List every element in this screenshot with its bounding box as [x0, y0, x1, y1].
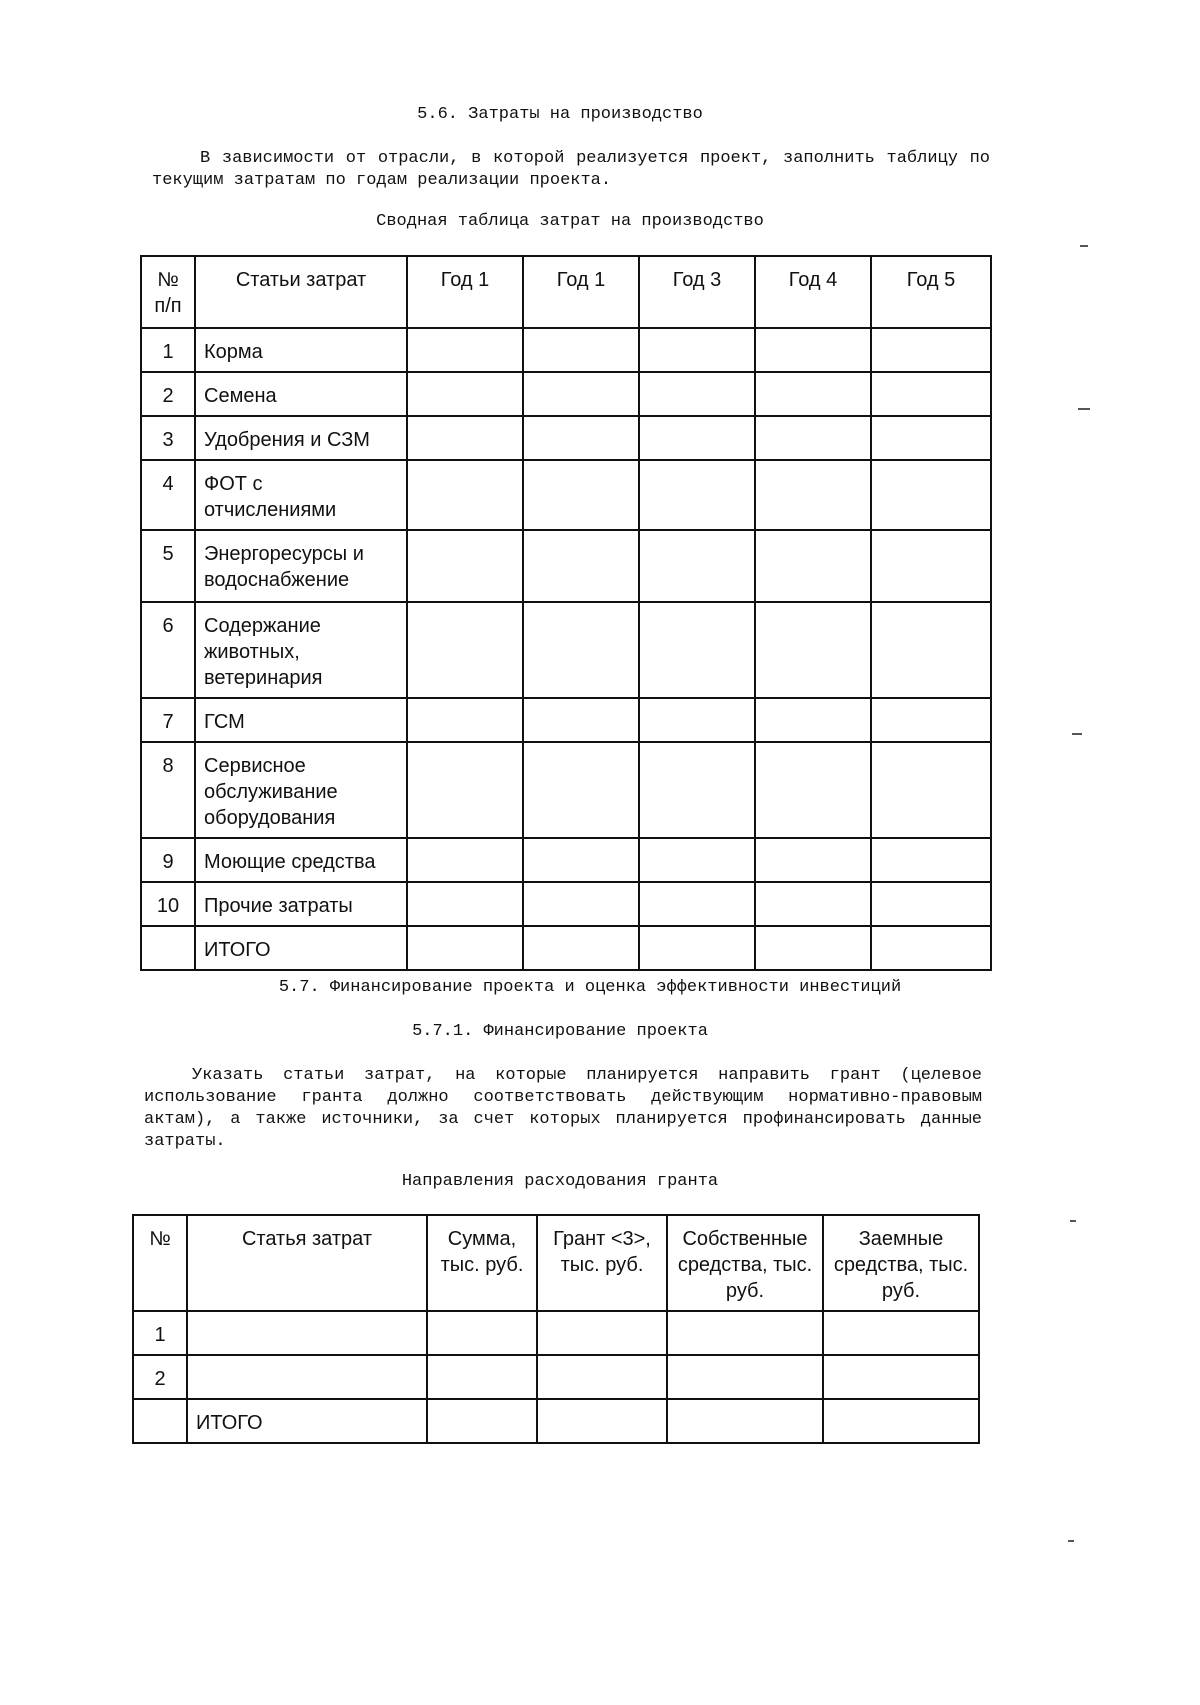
- table-row: [141, 416, 991, 460]
- amount-cell[interactable]: [427, 1311, 537, 1355]
- year-cell[interactable]: [871, 698, 991, 742]
- year-cell[interactable]: [407, 328, 523, 372]
- year-cell[interactable]: [639, 460, 755, 530]
- row-number: 1: [133, 1311, 187, 1355]
- table-row: [133, 1355, 979, 1399]
- header-own-funds: Собственные средства, тыс. руб.: [667, 1215, 823, 1311]
- table-row: [141, 530, 991, 602]
- year-cell[interactable]: [523, 926, 639, 970]
- year-cell[interactable]: [755, 926, 871, 970]
- year-cell[interactable]: [755, 882, 871, 926]
- year-cell[interactable]: [523, 328, 639, 372]
- year-cell[interactable]: [871, 460, 991, 530]
- row-cost-item: Энергоресурсы и водоснабжение: [195, 530, 407, 602]
- year-cell[interactable]: [871, 328, 991, 372]
- row-cost-item[interactable]: [187, 1355, 427, 1399]
- table-row: [141, 328, 991, 372]
- row-cost-item-total: ИТОГО: [195, 926, 407, 970]
- row-number: 6: [141, 602, 195, 698]
- year-cell[interactable]: [407, 742, 523, 838]
- year-cell[interactable]: [407, 416, 523, 460]
- table-row-total: [141, 926, 991, 970]
- amount-cell[interactable]: [537, 1311, 667, 1355]
- year-cell[interactable]: [523, 882, 639, 926]
- year-cell[interactable]: [639, 926, 755, 970]
- scan-speck: [1070, 1220, 1076, 1222]
- section-5-6-paragraph: [152, 148, 990, 192]
- amount-cell[interactable]: [427, 1355, 537, 1399]
- year-cell[interactable]: [639, 602, 755, 698]
- amount-cell[interactable]: [537, 1399, 667, 1443]
- scan-speck: [1078, 408, 1090, 410]
- grant-table-caption: Направления расходования гранта: [401, 1172, 719, 1191]
- scan-speck: [1068, 1540, 1074, 1542]
- row-cost-item-total: ИТОГО: [187, 1399, 427, 1443]
- section-5-7-1-title: 5.7.1. Финансирование проекта: [412, 1022, 708, 1041]
- table-row: [141, 698, 991, 742]
- year-cell[interactable]: [755, 460, 871, 530]
- row-number: 4: [141, 460, 195, 530]
- year-cell[interactable]: [407, 372, 523, 416]
- year-cell[interactable]: [523, 372, 639, 416]
- section-5-7-1-paragraph: [144, 1065, 982, 1153]
- header-cost-item: Статья затрат: [187, 1215, 427, 1311]
- production-cost-table: [140, 255, 992, 971]
- row-cost-item: ГСМ: [195, 698, 407, 742]
- year-cell[interactable]: [407, 698, 523, 742]
- year-cell[interactable]: [755, 602, 871, 698]
- year-cell[interactable]: [407, 602, 523, 698]
- table-row: [141, 838, 991, 882]
- year-cell[interactable]: [755, 742, 871, 838]
- table-row: [141, 602, 991, 698]
- year-cell[interactable]: [871, 602, 991, 698]
- header-number: № п/п: [141, 256, 195, 328]
- year-cell[interactable]: [871, 372, 991, 416]
- header-number: №: [133, 1215, 187, 1311]
- year-cell[interactable]: [639, 698, 755, 742]
- year-cell[interactable]: [407, 530, 523, 602]
- year-cell[interactable]: [755, 416, 871, 460]
- year-cell[interactable]: [639, 328, 755, 372]
- year-cell[interactable]: [407, 926, 523, 970]
- year-cell[interactable]: [639, 882, 755, 926]
- year-cell[interactable]: [523, 460, 639, 530]
- year-cell[interactable]: [755, 838, 871, 882]
- row-number: [133, 1399, 187, 1443]
- row-cost-item: Корма: [195, 328, 407, 372]
- row-cost-item: Моющие средства: [195, 838, 407, 882]
- row-cost-item: Удобрения и СЗМ: [195, 416, 407, 460]
- year-cell[interactable]: [755, 328, 871, 372]
- year-cell[interactable]: [407, 838, 523, 882]
- year-cell[interactable]: [523, 698, 639, 742]
- section-5-7-title: 5.7. Финансирование проекта и оценка эффективности инвестиций: [278, 978, 902, 997]
- year-cell[interactable]: [871, 882, 991, 926]
- year-cell[interactable]: [871, 926, 991, 970]
- table-row: [133, 1311, 979, 1355]
- row-number: 7: [141, 698, 195, 742]
- table-row: [141, 742, 991, 838]
- header-year: Год 3: [639, 256, 755, 328]
- row-cost-item: Семена: [195, 372, 407, 416]
- header-grant: Грант <3>, тыс. руб.: [537, 1215, 667, 1311]
- row-number: 2: [141, 372, 195, 416]
- amount-cell[interactable]: [823, 1311, 979, 1355]
- row-cost-item: ФОТ с отчислениями: [195, 460, 407, 530]
- header-year: Год 1: [407, 256, 523, 328]
- table-row-total: [133, 1399, 979, 1443]
- year-cell[interactable]: [871, 742, 991, 838]
- scan-speck: [1080, 245, 1088, 247]
- row-number: 8: [141, 742, 195, 838]
- header-borrowed-funds: Заемные средства, тыс. руб.: [823, 1215, 979, 1311]
- row-number: 2: [133, 1355, 187, 1399]
- year-cell[interactable]: [523, 416, 639, 460]
- amount-cell[interactable]: [823, 1399, 979, 1443]
- amount-cell[interactable]: [427, 1399, 537, 1443]
- row-cost-item: Прочие затраты: [195, 882, 407, 926]
- year-cell[interactable]: [639, 530, 755, 602]
- year-cell[interactable]: [523, 838, 639, 882]
- row-number: 10: [141, 882, 195, 926]
- section-5-6-paragraph-text: В зависимости от отрасли, в которой реализуется проект, заполнить таблицу по текущим затратам по годам реализации проекта.: [152, 149, 990, 190]
- grant-spending-table: [132, 1214, 980, 1444]
- year-cell[interactable]: [755, 698, 871, 742]
- header-year: Год 4: [755, 256, 871, 328]
- amount-cell[interactable]: [537, 1355, 667, 1399]
- table-row: [141, 460, 991, 530]
- year-cell[interactable]: [871, 530, 991, 602]
- row-number: 9: [141, 838, 195, 882]
- table-row: [141, 882, 991, 926]
- header-cost-item: Статьи затрат: [195, 256, 407, 328]
- year-cell[interactable]: [407, 882, 523, 926]
- table-row: [141, 372, 991, 416]
- amount-cell[interactable]: [667, 1355, 823, 1399]
- year-cell[interactable]: [639, 742, 755, 838]
- header-year: Год 1: [523, 256, 639, 328]
- scan-speck: [1072, 733, 1082, 735]
- cost-table-caption: Сводная таблица затрат на производство: [376, 212, 764, 231]
- amount-cell[interactable]: [823, 1355, 979, 1399]
- row-cost-item: Содержание животных, ветеринария: [195, 602, 407, 698]
- amount-cell[interactable]: [667, 1399, 823, 1443]
- year-cell[interactable]: [523, 530, 639, 602]
- header-year: Год 5: [871, 256, 991, 328]
- year-cell[interactable]: [871, 416, 991, 460]
- cost-table-header-row: [141, 256, 991, 328]
- year-cell[interactable]: [755, 372, 871, 416]
- amount-cell[interactable]: [667, 1311, 823, 1355]
- row-cost-item[interactable]: [187, 1311, 427, 1355]
- year-cell[interactable]: [639, 838, 755, 882]
- section-5-6-title: 5.6. Затраты на производство: [417, 105, 703, 124]
- year-cell[interactable]: [407, 460, 523, 530]
- header-sum: Сумма, тыс. руб.: [427, 1215, 537, 1311]
- row-number: 5: [141, 530, 195, 602]
- year-cell[interactable]: [639, 416, 755, 460]
- year-cell[interactable]: [755, 530, 871, 602]
- row-number: 1: [141, 328, 195, 372]
- row-number: [141, 926, 195, 970]
- year-cell[interactable]: [871, 838, 991, 882]
- grant-table-header-row: [133, 1215, 979, 1311]
- section-5-7-1-paragraph-text: Указать статьи затрат, на которые планируется направить грант (целевое использование гранта должно соответствовать действующим нормативно-правовым актам), а также источники, за счет которых планируется профинансировать данные затраты.: [144, 1066, 982, 1151]
- year-cell[interactable]: [523, 742, 639, 838]
- row-cost-item: Сервисное обслуживание оборудования: [195, 742, 407, 838]
- year-cell[interactable]: [639, 372, 755, 416]
- row-number: 3: [141, 416, 195, 460]
- year-cell[interactable]: [523, 602, 639, 698]
